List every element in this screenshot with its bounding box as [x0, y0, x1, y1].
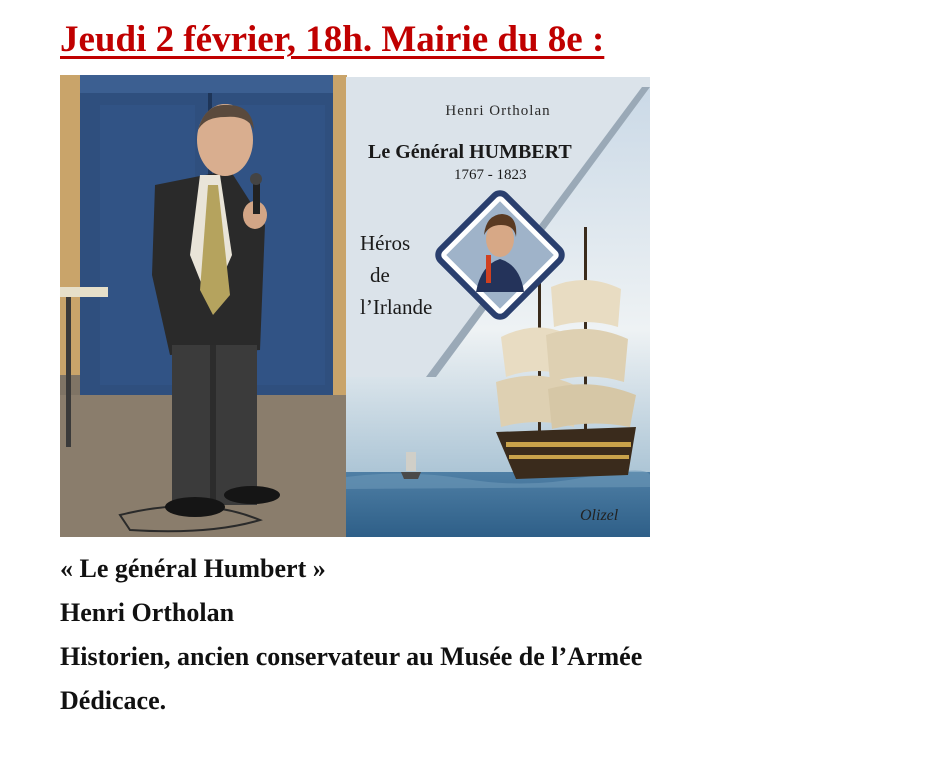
event-description	[60, 547, 642, 723]
book-cover	[346, 77, 650, 537]
book-author: Henri Ortholan	[445, 103, 551, 119]
signing-note: Dédicace.	[60, 686, 167, 715]
speaker-description: Historien, ancien conservateur au Musée de l’Armée	[60, 642, 643, 671]
event-heading: Jeudi 2 février, 18h. Mairie du 8e :	[60, 19, 605, 60]
speaker-photo	[60, 75, 347, 537]
talk-title: « Le général Humbert »	[60, 554, 326, 583]
book-subtitle	[360, 227, 432, 323]
speaker-name: Henri Ortholan	[60, 598, 235, 627]
book-subtitle-line: Héros	[360, 231, 411, 255]
book-subtitle-line: l’Irlande	[360, 295, 433, 319]
book-title: Le Général HUMBERT	[368, 141, 572, 163]
book-dates: 1767 - 1823	[454, 167, 527, 183]
book-subtitle-line: de	[370, 263, 390, 287]
book-publisher: Olizel	[580, 507, 619, 524]
